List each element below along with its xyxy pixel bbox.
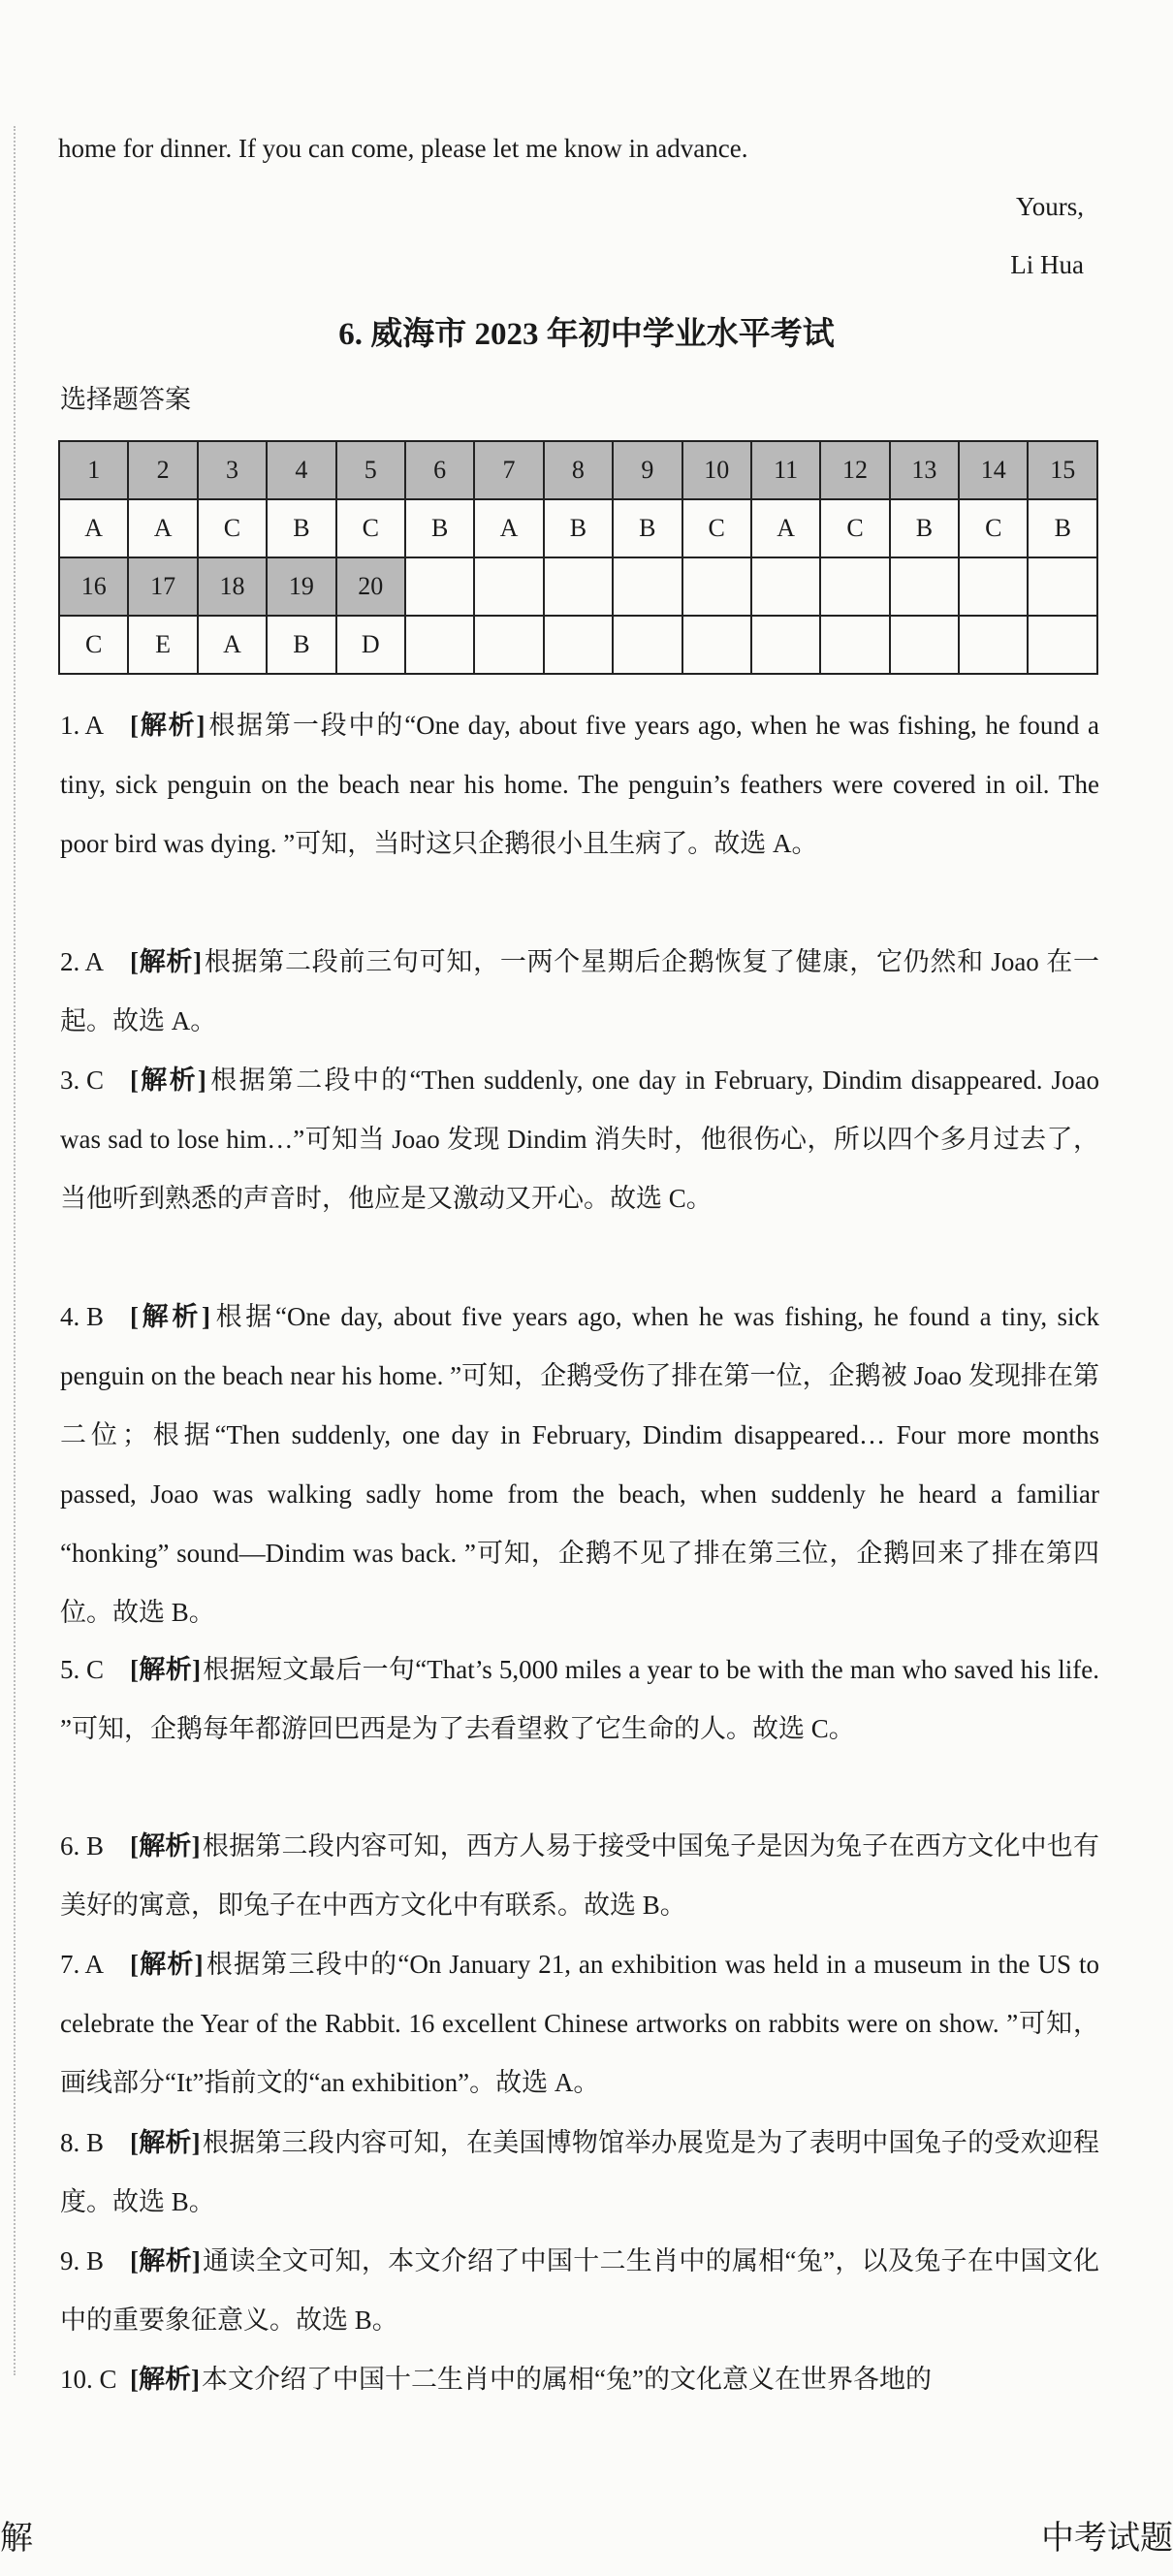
analysis-tag: [解析] bbox=[130, 947, 203, 976]
answer-number-cell: 15 bbox=[1028, 441, 1097, 499]
answer-cell: A bbox=[751, 499, 820, 557]
analysis-tag: [解析] bbox=[130, 2365, 200, 2394]
answer-number-cell bbox=[544, 557, 613, 616]
answer-cell: C bbox=[198, 499, 267, 557]
question-number: 2. A bbox=[60, 947, 105, 976]
question-1 bbox=[60, 696, 1099, 874]
answer-number-cell: 2 bbox=[128, 441, 197, 499]
answer-cell: C bbox=[820, 499, 889, 557]
answer-row-answers-2 bbox=[59, 616, 1097, 674]
answer-number-cell: 11 bbox=[751, 441, 820, 499]
answer-number-cell bbox=[1028, 557, 1097, 616]
answer-number-cell: 4 bbox=[267, 441, 335, 499]
letter-closing: Yours, bbox=[1015, 192, 1084, 221]
answer-cell: C bbox=[336, 499, 405, 557]
answer-number-cell bbox=[890, 557, 959, 616]
answer-number-cell: 5 bbox=[336, 441, 405, 499]
question-4 bbox=[60, 1288, 1099, 1642]
question-number: 6. B bbox=[60, 1831, 105, 1860]
letter-line: home for dinner. If you can come, please let me know in advance. bbox=[58, 134, 748, 163]
answer-cell bbox=[474, 616, 543, 674]
answer-cell bbox=[405, 616, 474, 674]
answer-cell: B bbox=[267, 499, 335, 557]
answer-cell: D bbox=[336, 616, 405, 674]
footer-right: 中考试题 bbox=[1041, 2521, 1173, 2557]
answer-number-cell bbox=[959, 557, 1028, 616]
question-text: 根据第二段前三句可知，一两个星期后企鹅恢复了健康，它仍然和 Joao 在一起。故选 A。 bbox=[60, 947, 1099, 1035]
question-8 bbox=[60, 2114, 1099, 2232]
answer-cell: A bbox=[474, 499, 543, 557]
answer-row-numbers-2 bbox=[59, 557, 1097, 616]
answer-cell bbox=[820, 616, 889, 674]
question-text: 根据第三段内容可知，在美国博物馆举办展览是为了表明中国兔子的受欢迎程度。故选 B。 bbox=[60, 2128, 1100, 2216]
question-3 bbox=[60, 1051, 1099, 1228]
analysis-tag: [解析] bbox=[130, 1950, 204, 1979]
answer-cell bbox=[890, 616, 959, 674]
question-10 bbox=[60, 2350, 1099, 2409]
question-text: 通读全文可知，本文介绍了中国十二生肖中的属相“兔”，以及兔子在中国文化中的重要象征意义。故选 B。 bbox=[60, 2246, 1100, 2335]
answer-number-cell: 19 bbox=[267, 557, 335, 616]
analysis-tag: [解析] bbox=[130, 2128, 201, 2157]
analysis-tag: [解析] bbox=[130, 1831, 201, 1860]
answer-number-cell bbox=[682, 557, 751, 616]
answer-number-cell: 14 bbox=[959, 441, 1028, 499]
analysis-tag: [解析] bbox=[130, 1302, 210, 1331]
answer-number-cell bbox=[613, 557, 682, 616]
analysis-tag: [解析] bbox=[130, 2246, 201, 2275]
answer-cell: A bbox=[59, 499, 128, 557]
section-title: 6. 威海市 2023 年初中学业水平考试 bbox=[338, 317, 835, 352]
question-text: 根据第二段中的“Then suddenly, one day in February, Dindim disappeared. Joao was sad to lose him…”可知当 Joao 发现 Dindim 消失时，他很伤心，所以四个多月过去了，当他听到熟悉的声音时，他应是又激动又开心。故选 C。 bbox=[60, 1065, 1100, 1213]
question-6 bbox=[60, 1817, 1099, 1935]
question-text: 根据第二段内容可知，西方人易于接受中国兔子是因为兔子在西方文化中也有美好的寓意，即兔子在中西方文化中有联系。故选 B。 bbox=[60, 1831, 1100, 1920]
question-number: 4. B bbox=[60, 1302, 105, 1331]
answer-number-cell: 9 bbox=[613, 441, 682, 499]
answer-cell bbox=[959, 616, 1028, 674]
answer-row-numbers-1 bbox=[59, 441, 1097, 499]
question-number: 9. B bbox=[60, 2246, 105, 2275]
answer-number-cell: 17 bbox=[128, 557, 197, 616]
answer-number-cell: 10 bbox=[682, 441, 751, 499]
question-text: 根据“One day, about five years ago, when he was fishing, he found a tiny, sick penguin on the beach near his home. ”可知，企鹅受伤了排在第一位，企鹅被 Joao 发现排在第二位；根据“Then suddenly, one day in February, Dindim disappeared… Four more months passed, Joao was walking sadly home from the beach, when suddenly he heard a familiar “honking” sound—Dindim was back. ”可知，企鹅不见了排在第三位，企鹅回来了排在第四位。故选 B。 bbox=[60, 1302, 1099, 1627]
answer-cell bbox=[1028, 616, 1097, 674]
answers-subheading: 选择题答案 bbox=[60, 385, 191, 414]
answer-cell: B bbox=[613, 499, 682, 557]
question-9 bbox=[60, 2232, 1099, 2350]
answer-cell: A bbox=[128, 499, 197, 557]
answer-cell bbox=[613, 616, 682, 674]
letter-signature: Li Hua bbox=[1010, 250, 1084, 279]
question-2 bbox=[60, 933, 1099, 1051]
question-text: 根据短文最后一句“That’s 5,000 miles a year to be with the man who saved his life. ”可知，企鹅每年都游回巴西是为了去看望救了它生命的人。故选 C。 bbox=[60, 1655, 1100, 1743]
answer-cell bbox=[544, 616, 613, 674]
question-number: 5. C bbox=[60, 1655, 105, 1684]
margin-rule bbox=[14, 126, 16, 2375]
answer-number-cell bbox=[751, 557, 820, 616]
answer-number-cell bbox=[474, 557, 543, 616]
analysis-tag: [解析] bbox=[130, 1655, 202, 1684]
question-number: 3. C bbox=[60, 1065, 105, 1095]
answer-table bbox=[58, 440, 1098, 675]
answer-cell bbox=[682, 616, 751, 674]
question-text: 根据第一段中的“One day, about five years ago, when he was fishing, he found a tiny, sick penguin on the beach near his home. The penguin’s feathers were covered in oil. The poor bird was dying. ”可知，当时这只企鹅很小且生病了。故选 A。 bbox=[60, 711, 1100, 858]
question-7 bbox=[60, 1935, 1099, 2113]
answer-cell: B bbox=[267, 616, 335, 674]
answer-cell: E bbox=[128, 616, 197, 674]
answer-number-cell: 3 bbox=[198, 441, 267, 499]
question-number: 8. B bbox=[60, 2128, 105, 2157]
answer-number-cell: 6 bbox=[405, 441, 474, 499]
answer-number-cell: 8 bbox=[544, 441, 613, 499]
footer-left: 解 bbox=[0, 2521, 33, 2557]
answer-cell: A bbox=[198, 616, 267, 674]
analysis-tag: [解析] bbox=[130, 711, 206, 740]
question-5 bbox=[60, 1640, 1099, 1759]
answer-cell: C bbox=[59, 616, 128, 674]
answer-number-cell: 16 bbox=[59, 557, 128, 616]
answer-cell: C bbox=[959, 499, 1028, 557]
answer-cell: B bbox=[544, 499, 613, 557]
answer-number-cell: 12 bbox=[820, 441, 889, 499]
question-text: 本文介绍了中国十二生肖中的属相“兔”的文化意义在世界各地的 bbox=[201, 2365, 932, 2394]
answer-number-cell: 7 bbox=[474, 441, 543, 499]
analysis-tag: [解析] bbox=[130, 1065, 206, 1095]
answer-number-cell: 20 bbox=[336, 557, 405, 616]
question-number: 10. C bbox=[60, 2365, 117, 2394]
answer-number-cell: 1 bbox=[59, 441, 128, 499]
question-number: 7. A bbox=[60, 1950, 105, 1979]
question-text: 根据第三段中的“On January 21, an exhibition was held in a museum in the US to celebrate the Year of the Rabbit. 16 excellent Chinese artworks on rabbits were on show. ”可知，画线部分“It”指前文的“an exhibition”。故选 A。 bbox=[60, 1950, 1099, 2097]
answer-number-cell: 13 bbox=[890, 441, 959, 499]
answer-number-cell bbox=[405, 557, 474, 616]
answer-cell: C bbox=[682, 499, 751, 557]
answer-number-cell: 18 bbox=[198, 557, 267, 616]
answer-number-cell bbox=[820, 557, 889, 616]
answer-cell: B bbox=[1028, 499, 1097, 557]
answer-cell: B bbox=[890, 499, 959, 557]
answer-row-answers-1 bbox=[59, 499, 1097, 557]
question-number: 1. A bbox=[60, 711, 105, 740]
answer-cell bbox=[751, 616, 820, 674]
answer-cell: B bbox=[405, 499, 474, 557]
